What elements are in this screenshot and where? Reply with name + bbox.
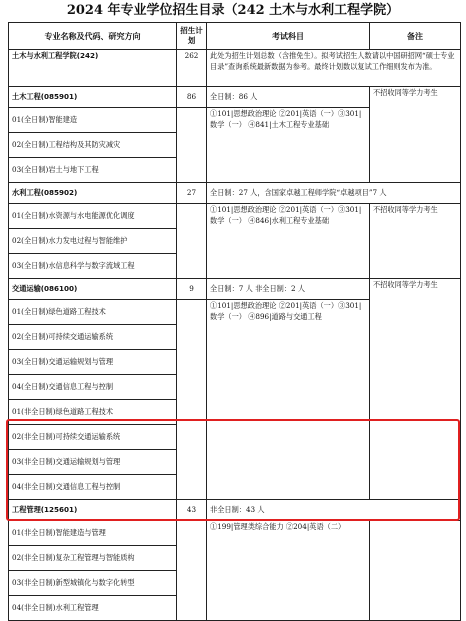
direction-item: 03(全日制)岩土与地下工程	[9, 158, 177, 183]
direction-item: 01(全日制)绿色道路工程技术	[9, 300, 177, 325]
major-summary: 全日制：86 人	[207, 87, 370, 108]
direction-item: 03(全日制)水信息科学与数字流域工程	[9, 254, 177, 279]
page-title: 2024 年专业学位招生目录（242 土木与水利工程学院）	[66, 3, 400, 18]
major-name: 土木工程(085901)	[9, 87, 177, 108]
school-name: 土木与水利工程学院(242)	[9, 50, 177, 87]
direction-item: 02(全日制)水力发电过程与智能维护	[9, 229, 177, 254]
count-blank	[177, 108, 207, 183]
major-count: 43	[177, 500, 207, 521]
major-summary: 全日制：27 人，含国家卓越工程师学院“卓越项目”7 人	[207, 183, 461, 204]
direction-item: 02(全日制)工程结构及其防灾减灾	[9, 133, 177, 158]
catalog-table	[8, 22, 461, 621]
direction-item: 04(全日制)交通信息工程与控制	[9, 375, 177, 400]
major-summary: 全日制：7 人 非全日制：2 人	[207, 279, 370, 300]
direction-item: 03(全日制)交通运输规划与管理	[9, 350, 177, 375]
count-blank	[177, 521, 207, 621]
direction-item: 03(非全日制)新型城镇化与数字化转型	[9, 571, 177, 596]
direction-item: 01(非全日制)智能建造与管理	[9, 521, 177, 546]
major-exams: ①101|思想政治理论 ②201|英语（一）③301|数学（一） ④846|水利工程专业基础	[207, 204, 370, 279]
direction-item: 01(全日制)智能建造	[9, 108, 177, 133]
major-summary: 非全日制：43 人	[207, 500, 461, 521]
major-exams: ①101|思想政治理论 ②201|英语（一）③301|数学（一） ④896|道路与交通工程	[207, 300, 370, 500]
header-notes: 备注	[370, 23, 461, 50]
major-count: 86	[177, 87, 207, 108]
direction-item: 02(非全日制)可持续交通运输系统	[9, 425, 177, 450]
direction-item: 04(非全日制)交通信息工程与控制	[9, 475, 177, 500]
major-note: 不招收同等学力考生	[370, 87, 461, 183]
major-exams: ①199|管理类综合能力 ②204|英语（二）	[207, 521, 370, 621]
major-count: 9	[177, 279, 207, 300]
header-exams: 考试科目	[207, 23, 370, 50]
direction-item: 01(非全日制)绿色道路工程技术	[9, 400, 177, 425]
count-blank	[177, 204, 207, 279]
direction-item: 03(非全日制)交通运输规划与管理	[9, 450, 177, 475]
major-note	[370, 521, 461, 621]
major-note: 不招收同等学力考生	[370, 204, 461, 279]
major-name: 工程管理(125601)	[9, 500, 177, 521]
school-note: 此处为招生计划总数（含推免生）。拟考试招生人数请以中国研招网“硕士专业目录”查询系统最新数据为参考。最终计划数以复试工作细则发布为准。	[207, 50, 461, 87]
direction-item: 02(全日制)可持续交通运输系统	[9, 325, 177, 350]
school-count: 262	[177, 50, 207, 87]
header-plan: 招生计划	[177, 23, 207, 50]
major-exams: ①101|思想政治理论 ②201|英语（一）③301|数学（一） ④841|土木工程专业基础	[207, 108, 370, 183]
major-name: 交通运输(086100)	[9, 279, 177, 300]
major-name: 水利工程(085902)	[9, 183, 177, 204]
direction-item: 01(全日制)水资源与水电能源优化调度	[9, 204, 177, 229]
direction-item: 04(非全日制)水利工程管理	[9, 596, 177, 621]
major-count: 27	[177, 183, 207, 204]
header-program: 专业名称及代码、研究方向	[9, 23, 177, 50]
count-blank	[177, 300, 207, 500]
direction-item: 02(非全日制)复杂工程管理与智能质构	[9, 546, 177, 571]
major-note: 不招收同等学力考生	[370, 279, 461, 500]
